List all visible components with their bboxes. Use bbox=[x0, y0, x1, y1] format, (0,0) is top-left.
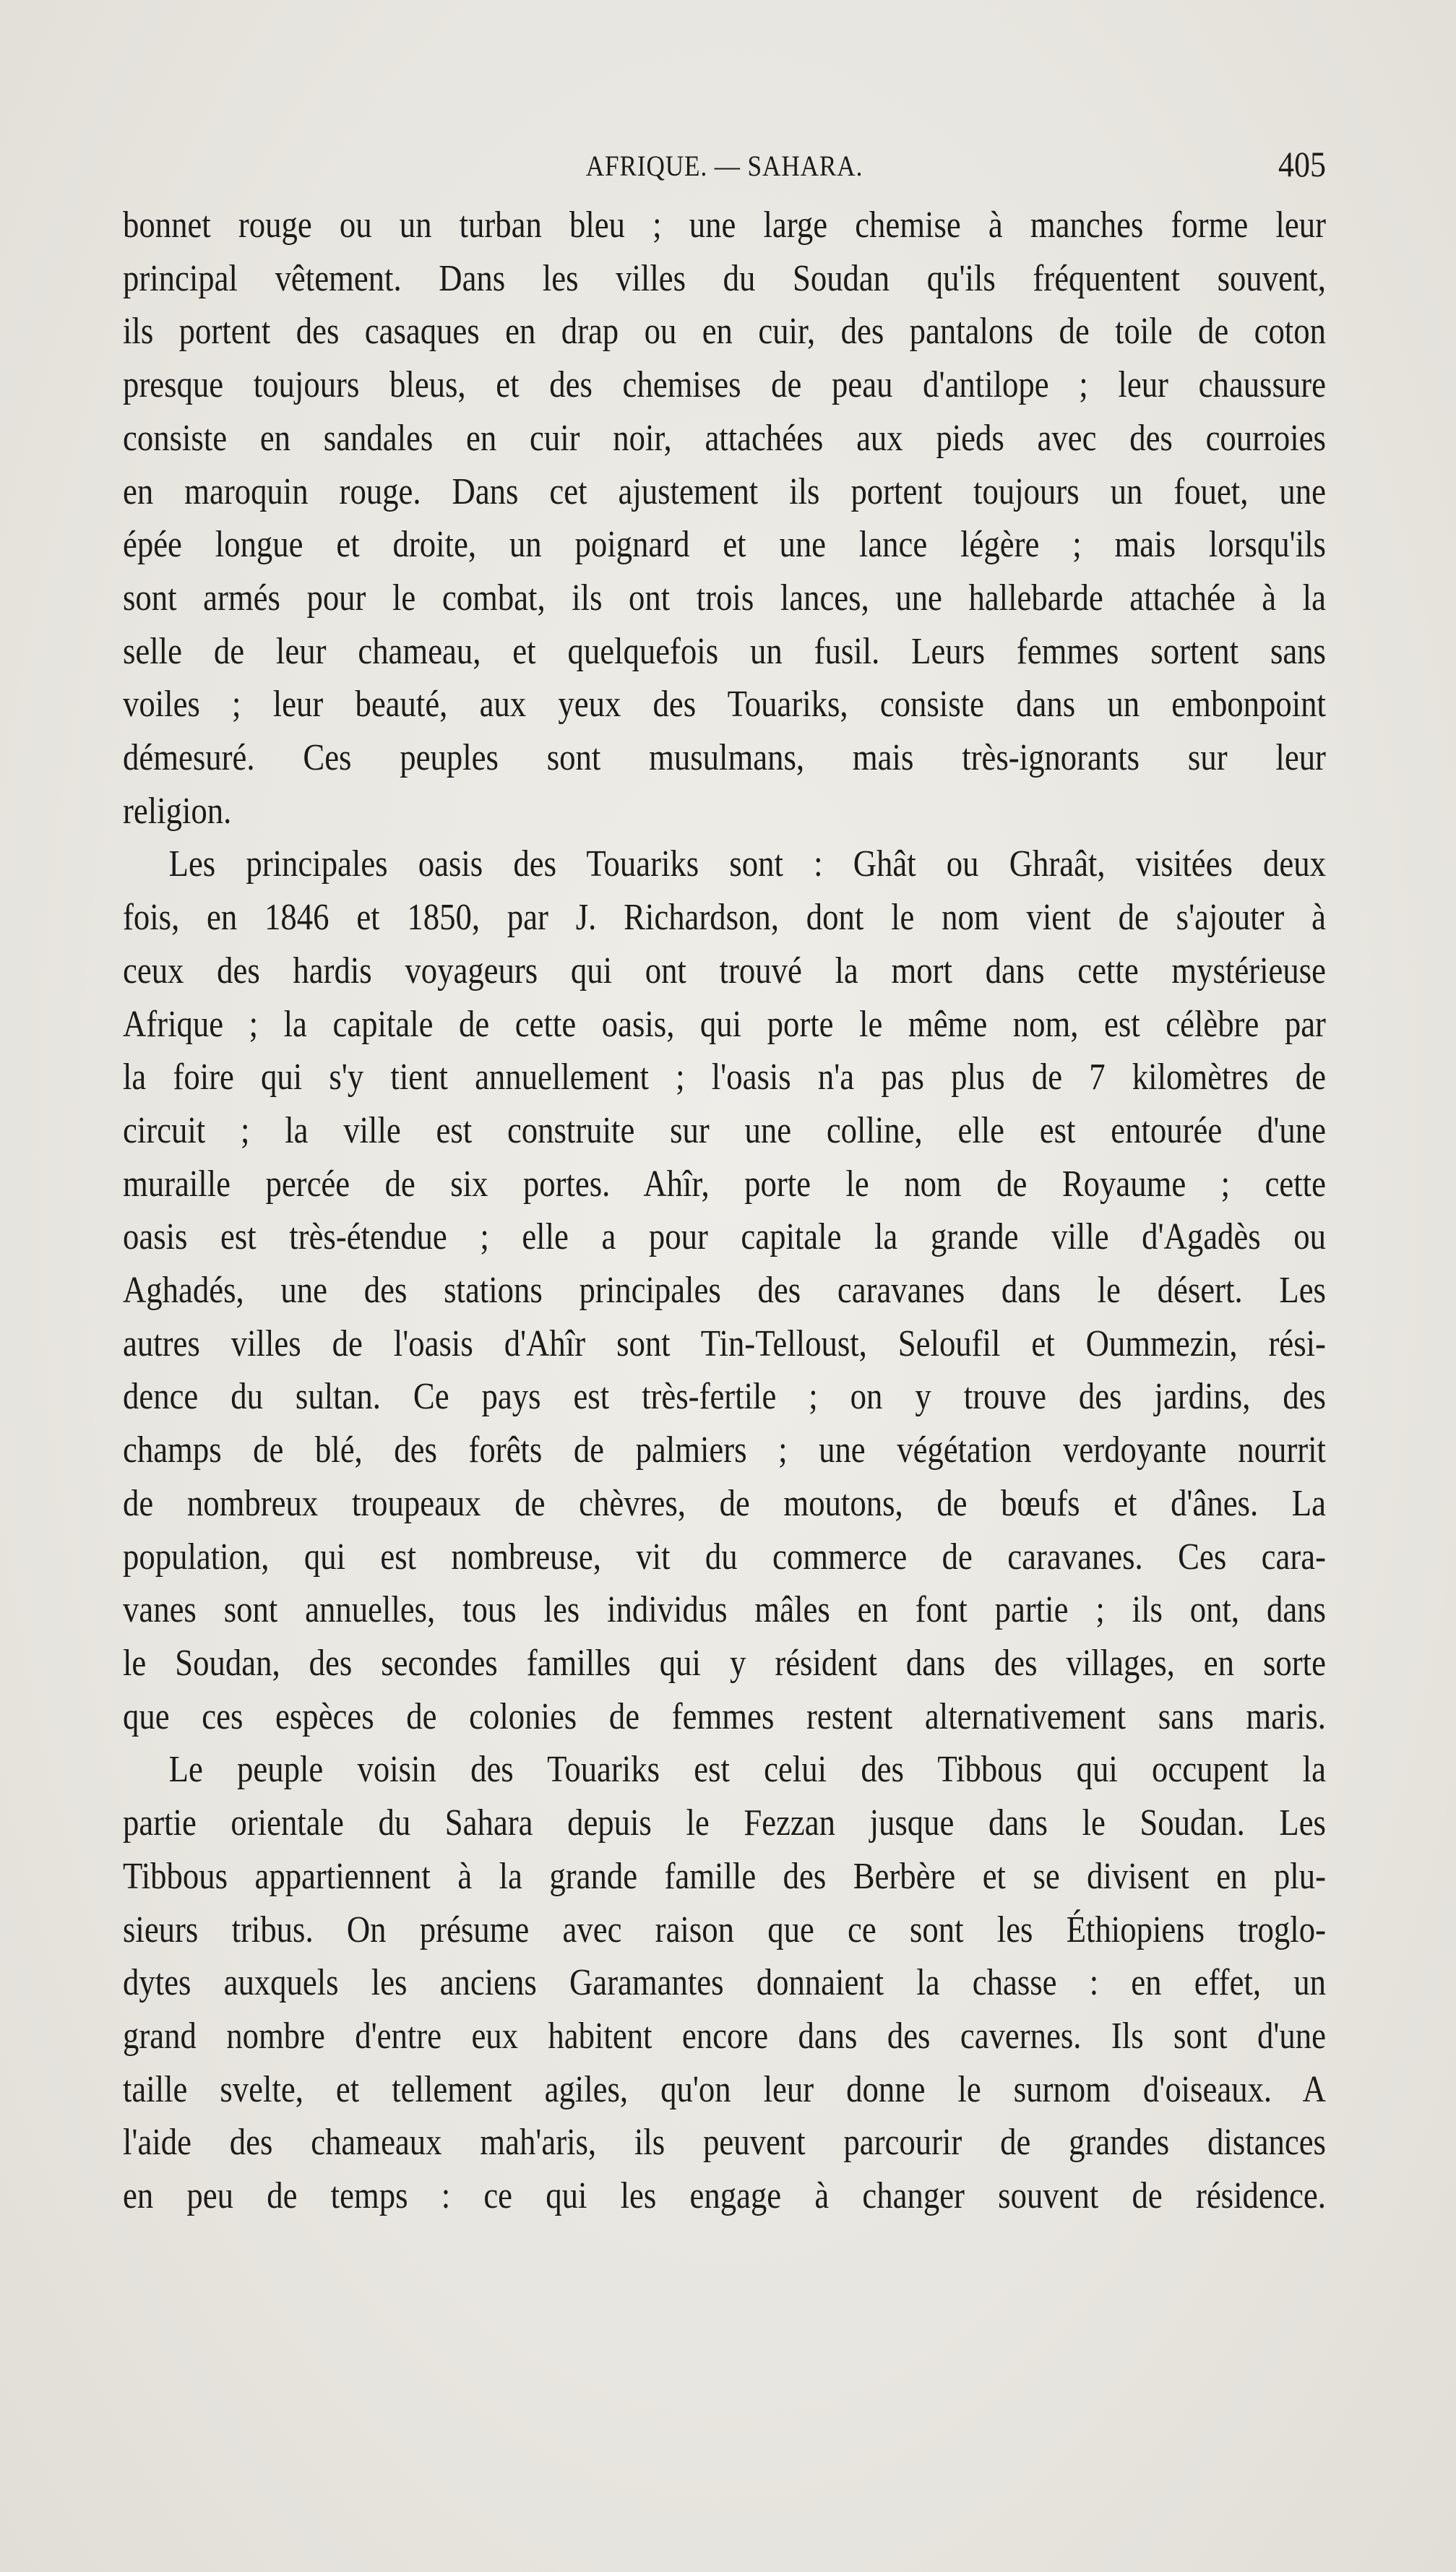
text-line: ceux des hardis voyageurs qui ont trouvé la mort dans cette mystérieuse bbox=[123, 950, 1326, 992]
text-line: dence du sultan. Ce pays est très-fertile ; on y trouve des jardins, des bbox=[123, 1376, 1326, 1418]
text-line: religion. bbox=[123, 790, 232, 832]
text-line: la foire qui s'y tient annuellement ; l'oasis n'a pas plus de 7 kilomètres de bbox=[123, 1057, 1326, 1098]
text-line: principal vêtement. Dans les villes du Soudan qu'ils fréquentent souvent, bbox=[123, 257, 1326, 299]
text-line: Aghadés, une des stations principales des caravanes dans le désert. Les bbox=[123, 1270, 1326, 1312]
body-text bbox=[123, 199, 1326, 2223]
text-line: consiste en sandales en cuir noir, attachées aux pieds avec des courroies bbox=[123, 417, 1326, 459]
text-line: champs de blé, des forêts de palmiers ; une végétation verdoyante nourrit bbox=[123, 1429, 1326, 1471]
text-line: voiles ; leur beauté, aux yeux des Touariks, consiste dans un embonpoint bbox=[123, 684, 1326, 726]
text-line: selle de leur chameau, et quelquefois un fusil. Leurs femmes sortent sans bbox=[123, 630, 1326, 672]
running-title: AFRIQUE. — SAHARA. bbox=[585, 150, 863, 182]
text-line: Les principales oasis des Touariks sont : Ghât ou Ghraât, visitées deux bbox=[168, 843, 1326, 885]
text-line: sieurs tribus. On présume avec raison que ce sont les Éthiopiens troglo- bbox=[123, 1909, 1326, 1950]
text-line: épée longue et droite, un poignard et une lance légère ; mais lorsqu'ils bbox=[123, 524, 1326, 566]
text-line: dytes auxquels les anciens Garamantes donnaient la chasse : en effet, un bbox=[123, 1962, 1326, 2004]
text-line: oasis est très-étendue ; elle a pour capitale la grande ville d'Agadès ou bbox=[123, 1216, 1326, 1258]
paragraph-2 bbox=[123, 838, 1326, 1743]
text-line: taille svelte, et tellement agiles, qu'on leur donne le surnom d'oiseaux. A bbox=[123, 2068, 1326, 2110]
text-line: autres villes de l'oasis d'Ahîr sont Tin-Telloust, Seloufil et Oummezin, rési- bbox=[123, 1322, 1326, 1364]
text-line: grand nombre d'entre eux habitent encore dans des cavernes. Ils sont d'une bbox=[123, 2015, 1326, 2057]
text-line: circuit ; la ville est construite sur une colline, elle est entourée d'une bbox=[123, 1109, 1326, 1151]
text-line: démesuré. Ces peuples sont musulmans, mais très-ignorants sur leur bbox=[123, 737, 1326, 779]
page-number: 405 bbox=[1278, 144, 1326, 184]
text-line: Le peuple voisin des Touariks est celui des Tibbous qui occupent la bbox=[168, 1749, 1326, 1791]
paragraph-3 bbox=[123, 1743, 1326, 2222]
text-line: partie orientale du Sahara depuis le Fezzan jusque dans le Soudan. Les bbox=[123, 1802, 1326, 1844]
page-header bbox=[123, 144, 1326, 192]
text-line: en peu de temps : ce qui les engage à changer souvent de résidence. bbox=[123, 2175, 1326, 2217]
paragraph-1 bbox=[123, 199, 1326, 838]
text-line: population, qui est nombreuse, vit du commerce de caravanes. Ces cara- bbox=[123, 1536, 1326, 1578]
text-line: Afrique ; la capitale de cette oasis, qui porte le même nom, est célèbre par bbox=[123, 1003, 1326, 1045]
text-line: le Soudan, des secondes familles qui y résident dans des villages, en sorte bbox=[123, 1642, 1326, 1684]
text-line: vanes sont annuelles, tous les individus mâles en font partie ; ils ont, dans bbox=[123, 1589, 1326, 1631]
text-line: sont armés pour le combat, ils ont trois lances, une hallebarde attachée à la bbox=[123, 577, 1326, 619]
text-line: de nombreux troupeaux de chèvres, de moutons, de bœufs et d'ânes. La bbox=[123, 1482, 1326, 1524]
text-line: ils portent des casaques en drap ou en cuir, des pantalons de toile de coton bbox=[123, 311, 1326, 353]
text-line: bonnet rouge ou un turban bleu ; une large chemise à manches forme leur bbox=[123, 205, 1326, 246]
text-line: presque toujours bleus, et des chemises de peau d'antilope ; leur chaussure bbox=[123, 364, 1326, 406]
text-line: en maroquin rouge. Dans cet ajustement ils portent toujours un fouet, une bbox=[123, 470, 1326, 512]
text-line: muraille percée de six portes. Ahîr, porte le nom de Royaume ; cette bbox=[123, 1163, 1326, 1205]
text-line: Tibbous appartiennent à la grande famille des Berbère et se divisent en plu- bbox=[123, 1855, 1326, 1897]
text-line: fois, en 1846 et 1850, par J. Richardson, dont le nom vient de s'ajouter à bbox=[123, 897, 1326, 939]
text-line: que ces espèces de colonies de femmes restent alternativement sans maris. bbox=[123, 1695, 1326, 1737]
text-line: l'aide des chameaux mah'aris, ils peuvent parcourir de grandes distances bbox=[123, 2122, 1326, 2164]
